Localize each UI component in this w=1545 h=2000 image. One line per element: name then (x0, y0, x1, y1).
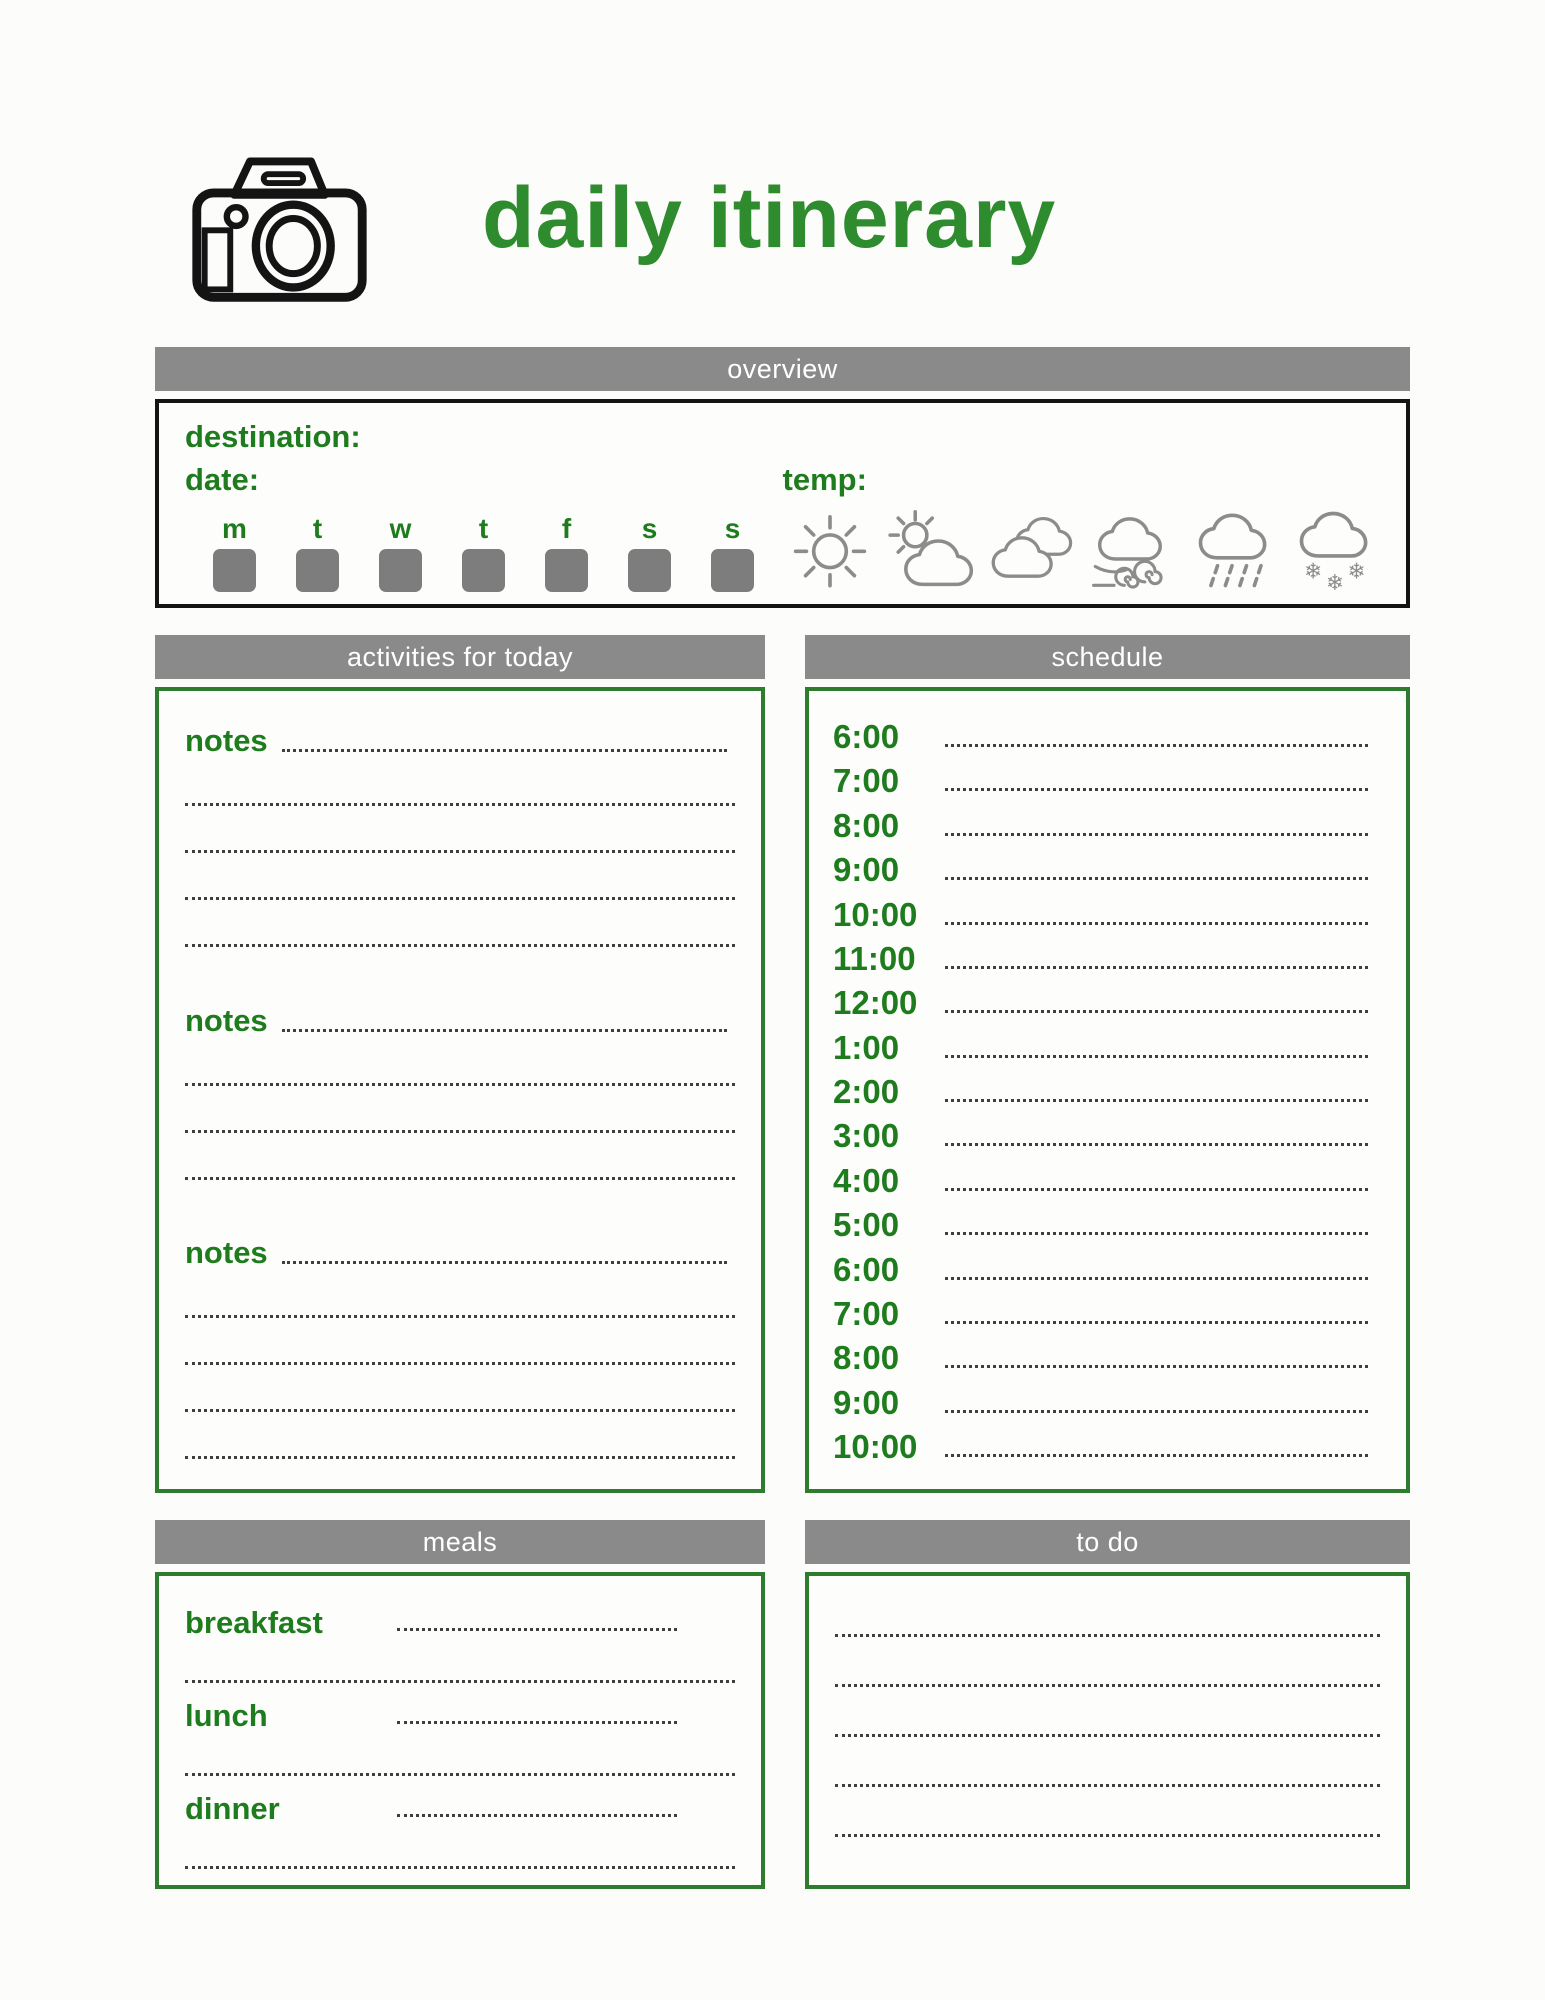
schedule-time: 3:00 (833, 1117, 900, 1155)
day-checkbox[interactable] (545, 549, 588, 592)
schedule-row (833, 1244, 1382, 1286)
schedule-write-line[interactable] (945, 922, 1368, 925)
weekday-checkbox-row (185, 515, 783, 592)
notes-line-row (185, 853, 735, 900)
weather-icon-row (783, 506, 1381, 592)
notes-line-row (185, 1086, 735, 1133)
day-checkbox[interactable] (379, 549, 422, 592)
notes-write-line[interactable] (185, 1083, 735, 1086)
schedule-row (833, 977, 1382, 1022)
notes-line-row (185, 1133, 735, 1180)
notes-write-line[interactable] (282, 749, 727, 752)
schedule-write-line[interactable] (945, 966, 1368, 969)
schedule-row (833, 844, 1382, 889)
day-column (379, 515, 422, 592)
sunny-icon[interactable] (783, 506, 877, 592)
schedule-row (833, 1332, 1382, 1377)
schedule-write-line[interactable] (945, 1277, 1368, 1280)
schedule-row (833, 933, 1382, 975)
schedule-write-line[interactable] (945, 788, 1368, 791)
meals-header-bar: meals (155, 1520, 765, 1564)
todo-write-line[interactable] (835, 1834, 1380, 1837)
overview-header-bar: overview (155, 347, 1410, 391)
meal-write-line[interactable] (397, 1814, 677, 1817)
notes-line-row (185, 806, 735, 853)
activities-column (155, 635, 765, 1493)
notes-line-row (185, 759, 735, 806)
schedule-time: 9:00 (833, 851, 900, 889)
notes-line-row (185, 1318, 735, 1365)
notes-write-line[interactable] (185, 1409, 735, 1412)
activities-header-bar: activities for today (155, 635, 765, 679)
day-checkbox[interactable] (628, 549, 671, 592)
meal-label: breakfast (185, 1605, 323, 1640)
schedule-write-line[interactable] (945, 1055, 1368, 1058)
day-checkbox[interactable] (711, 549, 754, 592)
notes-block (185, 989, 735, 1180)
notes-write-line[interactable] (185, 1456, 735, 1459)
notes-write-line[interactable] (185, 1130, 735, 1133)
day-column (213, 515, 256, 592)
snowy-icon[interactable] (1286, 506, 1380, 592)
meal-label: dinner (185, 1790, 280, 1826)
notes-label: notes (185, 723, 268, 758)
notes-write-line[interactable] (185, 850, 735, 853)
meal-write-line[interactable] (185, 1866, 735, 1869)
todo-line-row (835, 1834, 1380, 1837)
schedule-write-line[interactable] (945, 1321, 1368, 1324)
schedule-row (833, 889, 1382, 931)
schedule-write-line[interactable] (945, 833, 1368, 836)
day-column (296, 515, 339, 592)
notes-write-line[interactable] (185, 1315, 735, 1318)
destination-label: destination: (185, 419, 361, 454)
partly-cloudy-icon[interactable] (883, 506, 977, 592)
notes-label-row (185, 989, 735, 1039)
schedule-time: 11:00 (833, 939, 916, 977)
day-letter: t (312, 513, 323, 544)
notes-line-row (185, 900, 735, 947)
todo-line-row (835, 1634, 1380, 1637)
notes-line-row (185, 1039, 735, 1086)
schedule-time: 2:00 (833, 1073, 900, 1110)
todo-line-row (835, 1734, 1380, 1737)
day-checkbox[interactable] (296, 549, 339, 592)
schedule-time: 10:00 (833, 895, 918, 933)
todo-write-line[interactable] (835, 1734, 1380, 1737)
schedule-write-line[interactable] (945, 1099, 1368, 1102)
masthead (168, 120, 1056, 316)
day-letter: m (222, 513, 247, 544)
schedule-row (833, 1288, 1382, 1330)
day-checkbox[interactable] (213, 549, 256, 592)
day-column (711, 515, 754, 592)
notes-write-line[interactable] (185, 1362, 735, 1365)
camera-icon (168, 122, 390, 314)
day-letter: f (561, 513, 572, 544)
schedule-time: 5:00 (833, 1206, 900, 1244)
notes-label-row (185, 709, 735, 759)
day-column (545, 515, 588, 592)
schedule-row (833, 1022, 1382, 1064)
svg-text:❄: ❄ (1325, 571, 1344, 592)
schedule-write-line[interactable] (945, 1010, 1368, 1013)
schedule-row (833, 800, 1382, 842)
notes-block (185, 1221, 735, 1459)
schedule-time: 4:00 (833, 1161, 900, 1199)
middle-columns (155, 635, 1410, 1493)
page-title: daily itinerary (482, 169, 1057, 266)
day-letter: t (478, 513, 489, 544)
meal-write-line[interactable] (397, 1628, 677, 1631)
todo-line-row (835, 1784, 1380, 1787)
todo-write-line[interactable] (835, 1784, 1380, 1787)
date-label: date: (185, 462, 260, 497)
notes-block (185, 709, 735, 947)
schedule-write-line[interactable] (945, 744, 1368, 747)
meal-write-line[interactable] (185, 1680, 735, 1683)
schedule-write-line[interactable] (945, 877, 1368, 880)
day-column (462, 515, 505, 592)
schedule-time: 8:00 (833, 1339, 900, 1377)
notes-line-row (185, 1365, 735, 1412)
overview-box (155, 399, 1410, 608)
notes-write-line[interactable] (282, 1029, 727, 1032)
overview-section (155, 347, 1410, 608)
todo-column (805, 1520, 1410, 1889)
meals-column (155, 1520, 765, 1889)
schedule-time: 6:00 (833, 718, 900, 755)
notes-write-line[interactable] (185, 1177, 735, 1180)
schedule-write-line[interactable] (945, 1143, 1368, 1146)
notes-line-row (185, 1271, 735, 1318)
schedule-row (833, 1421, 1382, 1463)
day-checkbox[interactable] (462, 549, 505, 592)
todo-box (805, 1572, 1410, 1889)
todo-write-line[interactable] (835, 1684, 1380, 1687)
schedule-write-line[interactable] (945, 1232, 1368, 1235)
schedule-time: 12:00 (833, 984, 918, 1022)
schedule-row (833, 755, 1382, 800)
schedule-time: 7:00 (833, 762, 900, 800)
meal-label-row (185, 1592, 735, 1638)
windy-icon[interactable] (1085, 506, 1179, 592)
activities-box (155, 687, 765, 1493)
schedule-time: 9:00 (833, 1383, 900, 1421)
schedule-box (805, 687, 1410, 1493)
notes-label: notes (185, 1002, 268, 1038)
notes-label: notes (185, 1235, 268, 1270)
meal-write-line[interactable] (185, 1773, 735, 1776)
schedule-header-bar: schedule (805, 635, 1410, 679)
notes-line-row (185, 1412, 735, 1459)
schedule-time: 10:00 (833, 1428, 918, 1465)
day-letter: s (641, 513, 658, 544)
todo-write-line[interactable] (835, 1634, 1380, 1637)
day-letter: s (724, 513, 741, 544)
schedule-write-line[interactable] (945, 1410, 1368, 1413)
bottom-columns (155, 1520, 1410, 1889)
schedule-row (833, 1066, 1382, 1108)
meal-line-row (185, 1825, 735, 1869)
day-letter: w (389, 513, 412, 544)
meal-line-row (185, 1639, 735, 1683)
notes-label-row (185, 1221, 735, 1271)
meal-label-row (185, 1778, 735, 1824)
temp-label: temp: (782, 462, 867, 497)
notes-write-line[interactable] (282, 1261, 727, 1264)
svg-text:❄: ❄ (1303, 559, 1323, 585)
schedule-column (805, 635, 1410, 1493)
schedule-row (833, 1199, 1382, 1244)
meal-label: lunch (185, 1697, 268, 1733)
schedule-time: 1:00 (833, 1028, 900, 1066)
cloudy-icon[interactable] (984, 506, 1078, 592)
meals-box (155, 1572, 765, 1889)
rainy-icon[interactable] (1185, 506, 1279, 592)
meal-write-line[interactable] (397, 1721, 677, 1724)
svg-text:❄: ❄ (1347, 559, 1366, 585)
schedule-row (833, 1155, 1382, 1197)
todo-header-bar: to do (805, 1520, 1410, 1564)
schedule-row (833, 711, 1382, 753)
schedule-time: 7:00 (833, 1294, 900, 1332)
schedule-time: 6:00 (833, 1250, 900, 1288)
notes-write-line[interactable] (185, 944, 735, 947)
notes-write-line[interactable] (185, 803, 735, 806)
meal-label-row (185, 1685, 735, 1731)
schedule-time: 8:00 (833, 806, 900, 844)
todo-line-row (835, 1684, 1380, 1687)
notes-write-line[interactable] (185, 897, 735, 900)
schedule-write-line[interactable] (945, 1454, 1368, 1457)
day-column (628, 515, 671, 592)
meal-line-row (185, 1732, 735, 1776)
schedule-row (833, 1377, 1382, 1419)
schedule-row (833, 1110, 1382, 1155)
schedule-write-line[interactable] (945, 1365, 1368, 1368)
schedule-write-line[interactable] (945, 1188, 1368, 1191)
